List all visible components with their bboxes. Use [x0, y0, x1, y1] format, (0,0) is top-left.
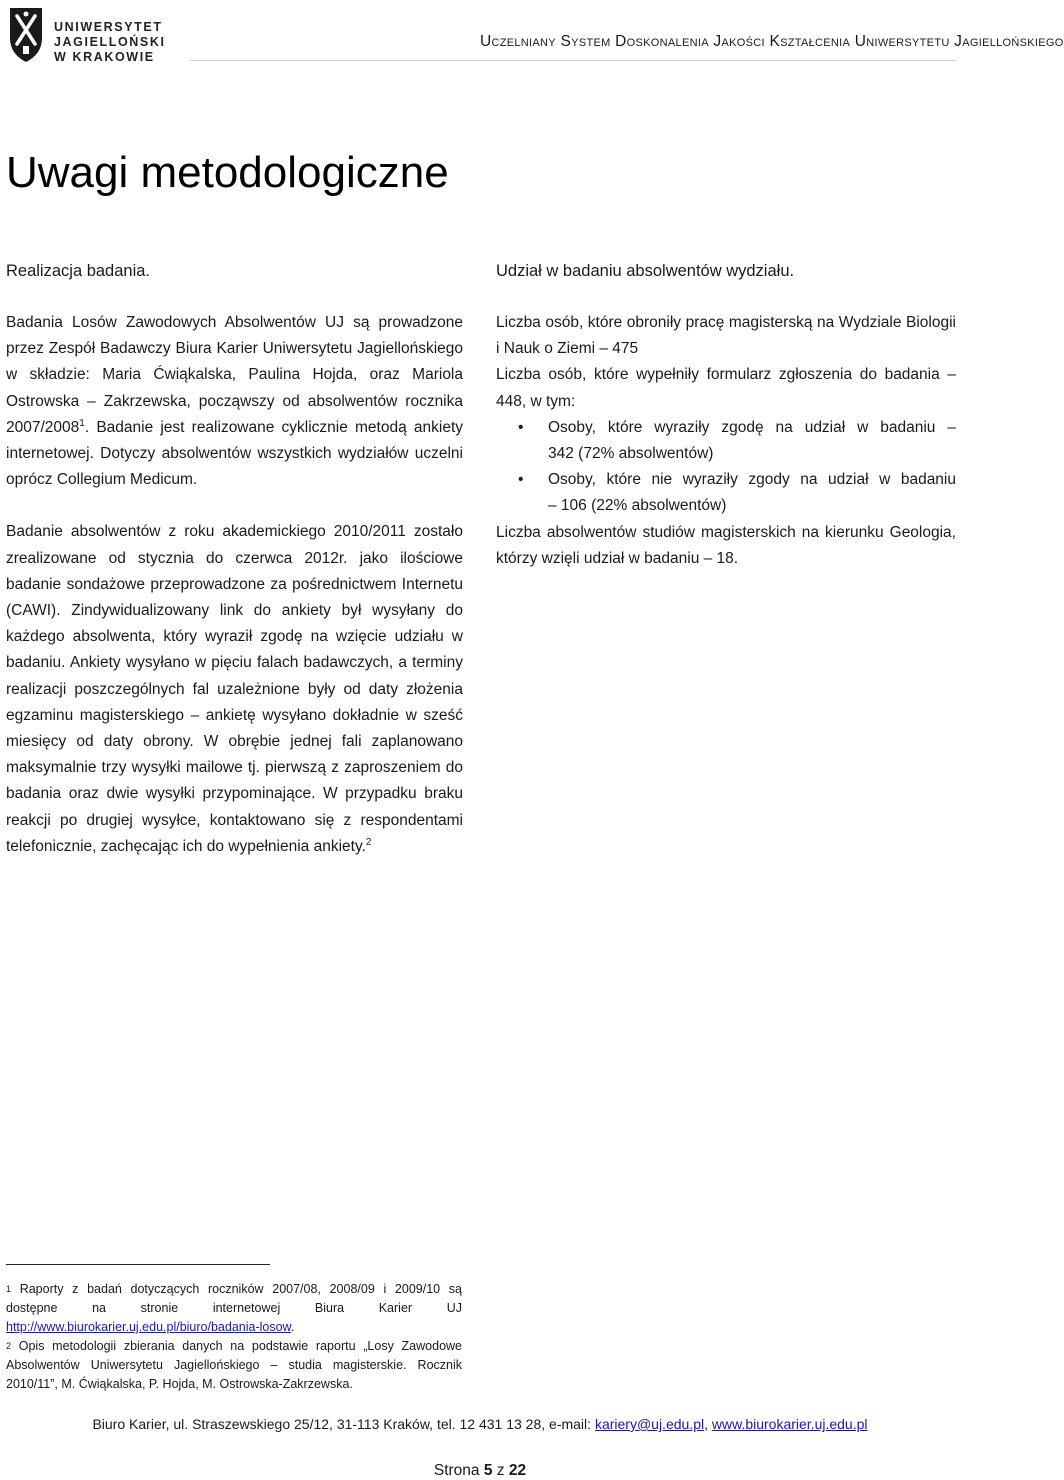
email-link[interactable]: kariery@uj.edu.pl	[594, 1416, 705, 1432]
footnote-number: 1	[6, 1284, 12, 1294]
stat-defended-theses: Liczba osób, które obroniły pracę magisterską na Wydziale Biologii i Nauk o Ziemi – 475	[496, 314, 956, 358]
paragraph-methodology	[6, 519, 463, 860]
logo-text-line-2: JAGIELLOŃSKI	[54, 35, 166, 49]
list-item	[496, 415, 956, 467]
university-logo	[6, 4, 166, 64]
crest-icon	[6, 4, 46, 64]
list-item	[496, 467, 956, 519]
footer-contact: Biuro Karier, ul. Straszewskiego 25/12, 31-113 Kraków, tel. 12 431 13 28, e-mail: kariery@uj.edu.pl, www.biurokarier.uj.edu.pl	[92, 1416, 868, 1432]
bullet-text: Osoby, które nie wyraziły zgody na udział w badaniu	[548, 471, 956, 489]
bullet-value: 342 (72% absolwentów)	[548, 445, 714, 463]
header-title: Uczelniany System Doskonalenia Jakości Kształcenia Uniwersytetu Jagiellońskiego	[480, 33, 1064, 50]
logo-text-line-1: UNIWERSYTET	[54, 20, 163, 34]
footnote-number: 2	[6, 1341, 12, 1351]
website-link[interactable]: www.biurokarier.uj.edu.pl	[711, 1416, 868, 1432]
footnote-1: $^1$ Raporty z badań dotyczących roczników 2007/08, 2008/09 i 2009/10 są dostępne na stronie internetowej Biura Karier UJ http://www.biurokarier.uj.edu.pl/biuro/badania-losow.	[6, 1282, 462, 1334]
stat-geology-participants: Liczba absolwentów studiów magisterskich na kierunku Geologia, którzy wzięli udział w badaniu – 18.	[496, 523, 956, 567]
paragraph-research-intro	[6, 310, 463, 493]
methodology-text: Badanie absolwentów z roku akademickiego 2010/2011 zostało zrealizowane od stycznia do czerwca 2012r. jako ilościowe badanie sondażowe przeprowadzone za pośrednictwem Internetu (CAWI). Zindywidualizowany link do ankiety był wysyłany do każdego absolwenta, który wyraził zgodę na wzięcie udziału w badaniu. Ankiety wysyłano w pięciu falach badawczych, a terminy realizacji poszczególnych fal uzależnione były od daty złożenia egzaminu magisterskiego – ankietę wysyłano dokładnie w sześć miesięcy od daty obrony. W obrębie jednej fali zaplanowano maksymalnie trzy wysyłki mailowe tj. pierwszą z zaproszeniem do badania oraz dwie wysyłki przypominające. W przypadku braku reakcji po drugiej wysyłce, kontaktowano się z respondentami telefonicznie, zachęcając ich do wypełnienia ankiety.	[6, 523, 463, 855]
bullet-text: Osoby, które wyraziły zgodę na udział w badaniu –	[548, 418, 956, 436]
intro-rest-text: . Badanie jest realizowane cyklicznie metodą ankiety internetowej. Dotyczy absolwentów wszystkich wydziałów uczelni oprócz Collegium Medicum.	[6, 418, 463, 489]
stat-filled-forms: Liczba osób, które wypełniły formularz zgłoszenia do badania – 448, w tym:	[496, 366, 956, 410]
intro-bold-text: Badania Losów Zawodowych Absolwentów UJ są prowadzone przez Zespół Badawczy Biura Karier Uniwersytetu Jagiellońskiego w składzie: Maria Ćwiąkalska, Paulina Hojda, oraz Mariola Ostrowska – Zakrzewska, począwszy od absolwentów rocznika 2007/2008	[6, 314, 463, 436]
section-heading-realization: Realizacja badania.	[6, 262, 151, 280]
bullet-icon: •	[518, 471, 524, 489]
bullet-value: – 106 (22% absolwentów)	[548, 497, 727, 515]
footnote-ref-2[interactable]: 2	[365, 836, 372, 848]
footnote-ref-1[interactable]: 1	[79, 417, 85, 429]
section-heading-participation: Udział w badaniu absolwentów wydziału.	[496, 262, 795, 280]
left-column	[6, 258, 463, 860]
header-divider	[190, 60, 956, 61]
footnote-2: $^2$ Opis metodologii zbierania danych na podstawie raportu „Losy Zawodowe Absolwentów Uniwersytetu Jagiellońskiego – studia magisterskie. Rocznik 2010/11”, M. Ćwiąkalska, P. Hojda, M. Ostrowska-Zakrzewska.	[6, 1339, 462, 1391]
logo-text-line-3: W KRAKOWIE	[54, 50, 155, 64]
consent-list	[496, 415, 956, 520]
footnotes	[6, 1280, 462, 1394]
right-column	[496, 258, 956, 572]
report-link[interactable]: http://www.biurokarier.uj.edu.pl/biuro/badania-losow	[6, 1320, 291, 1334]
bullet-icon: •	[518, 418, 524, 436]
footnote-divider	[6, 1264, 270, 1265]
page-title: Uwagi metodologiczne	[6, 148, 449, 197]
page-number: Strona 5 z 22	[433, 1462, 527, 1479]
